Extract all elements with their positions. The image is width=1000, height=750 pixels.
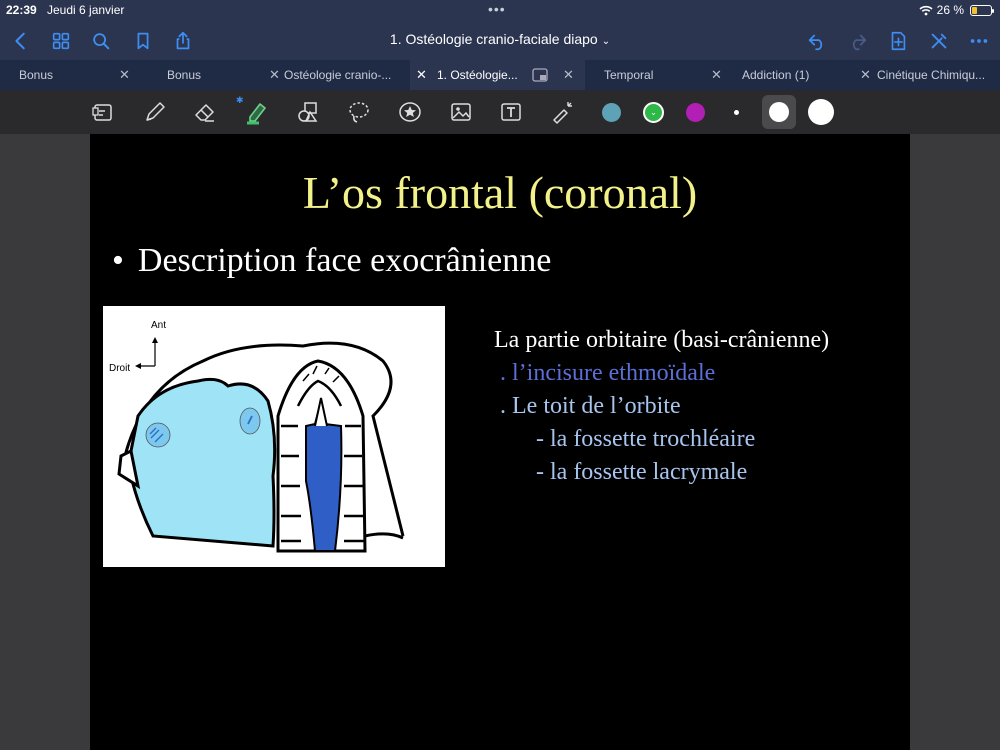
anatomy-figure	[103, 306, 445, 567]
pencil-off-icon	[928, 30, 950, 52]
tab-temporal[interactable]	[585, 60, 723, 90]
redo-icon	[847, 30, 869, 52]
tab-label: Ostéologie cranio-...	[284, 68, 392, 82]
close-icon[interactable]: ✕	[711, 67, 722, 82]
slide-page	[90, 134, 910, 750]
battery-percent: 26 %	[936, 3, 964, 17]
text-sub-trochleaire: - la fossette trochléaire	[536, 426, 756, 452]
laser-pointer-tool[interactable]	[547, 97, 577, 127]
color-swatch-purple[interactable]	[686, 103, 705, 122]
stroke-dot	[769, 102, 789, 122]
undo-button[interactable]	[804, 28, 830, 54]
pen-icon	[142, 99, 168, 125]
lasso-tool[interactable]	[344, 97, 374, 127]
bluetooth-icon: ✱	[236, 95, 244, 105]
multitask-dots-icon[interactable]: •••	[488, 1, 506, 17]
slide-title: L’os frontal (coronal)	[302, 167, 698, 218]
add-page-icon	[887, 30, 909, 52]
bullet-text: Description face exocrânienne	[137, 242, 552, 279]
chevron-down-icon: ⌄	[650, 108, 657, 117]
bullet-dot: •	[112, 242, 124, 279]
text-box-icon	[498, 99, 524, 125]
redo-button[interactable]	[845, 28, 871, 54]
document-canvas[interactable]	[0, 134, 1000, 750]
stroke-size-medium[interactable]	[762, 95, 796, 129]
laser-pointer-icon	[549, 99, 575, 125]
tab-label: Bonus	[19, 68, 54, 82]
read-mode-tool[interactable]	[88, 97, 118, 127]
status-time: 22:39	[6, 3, 37, 17]
text-sub-lacrymale: - la fossette lacrymale	[536, 459, 748, 485]
back-button[interactable]	[8, 28, 34, 54]
color-swatch-green-selected[interactable]	[643, 102, 664, 123]
tab-label: 1. Ostéologie...	[437, 68, 518, 82]
bookmark-icon	[132, 30, 154, 52]
image-icon	[448, 99, 474, 125]
thumbnails-button[interactable]	[48, 28, 74, 54]
tab-addiction[interactable]	[723, 60, 871, 90]
stroke-size-large[interactable]	[808, 99, 834, 125]
document-title-button[interactable]	[300, 31, 700, 47]
label-droit: Droit	[109, 363, 131, 374]
wifi-icon	[919, 5, 933, 16]
pen-tool[interactable]	[140, 97, 170, 127]
share-icon	[172, 30, 194, 52]
tab-label: Addiction (1)	[742, 68, 810, 82]
orbital-roof-drawing	[103, 306, 445, 567]
battery-icon	[970, 5, 992, 16]
tab-cinetique[interactable]	[860, 60, 1000, 90]
image-tool[interactable]	[446, 97, 476, 127]
tab-label: Temporal	[604, 68, 654, 82]
slide-text-block	[494, 324, 829, 489]
search-icon	[90, 30, 112, 52]
tab-osteologie-active[interactable]	[410, 60, 585, 90]
tab-label: Cinétique Chimiqu...	[877, 68, 986, 82]
close-icon[interactable]: ✕	[563, 67, 574, 82]
tab-bonus-1[interactable]	[0, 60, 135, 90]
annotation-toolbar	[0, 90, 1000, 134]
shapes-icon	[295, 99, 321, 125]
text-heading: La partie orbitaire (basi-crânienne)	[494, 327, 830, 353]
eraser-tool[interactable]	[190, 97, 220, 127]
highlighter-icon	[244, 99, 270, 125]
status-bar	[0, 0, 1000, 22]
text-tool[interactable]	[496, 97, 526, 127]
star-sticker-icon	[397, 99, 423, 125]
tab-bonus-2[interactable]	[135, 60, 280, 90]
chevron-down-icon: ⌄	[601, 36, 611, 47]
more-button[interactable]	[966, 28, 992, 54]
tab-bar	[0, 60, 1000, 90]
document-title: 1. Ostéologie cranio-faciale diapo	[389, 31, 598, 47]
text-item-incisure: . l’incisure ethmoïdale	[500, 360, 716, 386]
grid-icon	[50, 30, 72, 52]
stroke-size-small[interactable]	[734, 110, 739, 115]
tab-label: Bonus	[167, 68, 202, 82]
close-icon[interactable]: ✕	[416, 67, 427, 82]
close-icon[interactable]: ✕	[269, 67, 280, 82]
slide-bullet	[112, 242, 551, 280]
status-right	[919, 3, 992, 17]
search-button[interactable]	[88, 28, 114, 54]
more-icon	[968, 30, 990, 52]
add-page-button[interactable]	[885, 28, 911, 54]
share-button[interactable]	[170, 28, 196, 54]
pen-close-button[interactable]	[926, 28, 952, 54]
lasso-icon	[346, 99, 372, 125]
split-view-icon[interactable]	[532, 68, 548, 82]
tab-osteologie-cranio[interactable]	[270, 60, 410, 90]
bookmark-button[interactable]	[130, 28, 156, 54]
chevron-left-icon	[10, 30, 32, 52]
read-mode-icon	[90, 99, 116, 125]
highlighter-tool[interactable]	[242, 97, 272, 127]
navigation-bar	[0, 22, 1000, 60]
elements-tool[interactable]	[395, 97, 425, 127]
close-icon[interactable]: ✕	[860, 67, 871, 82]
text-item-toit: . Le toit de l’orbite	[500, 393, 681, 419]
status-date: Jeudi 6 janvier	[47, 3, 125, 17]
shapes-tool[interactable]	[293, 97, 323, 127]
undo-icon	[806, 30, 828, 52]
eraser-icon	[192, 99, 218, 125]
close-icon[interactable]: ✕	[119, 67, 130, 82]
label-ant: Ant	[151, 320, 167, 331]
color-swatch-teal[interactable]	[602, 103, 621, 122]
